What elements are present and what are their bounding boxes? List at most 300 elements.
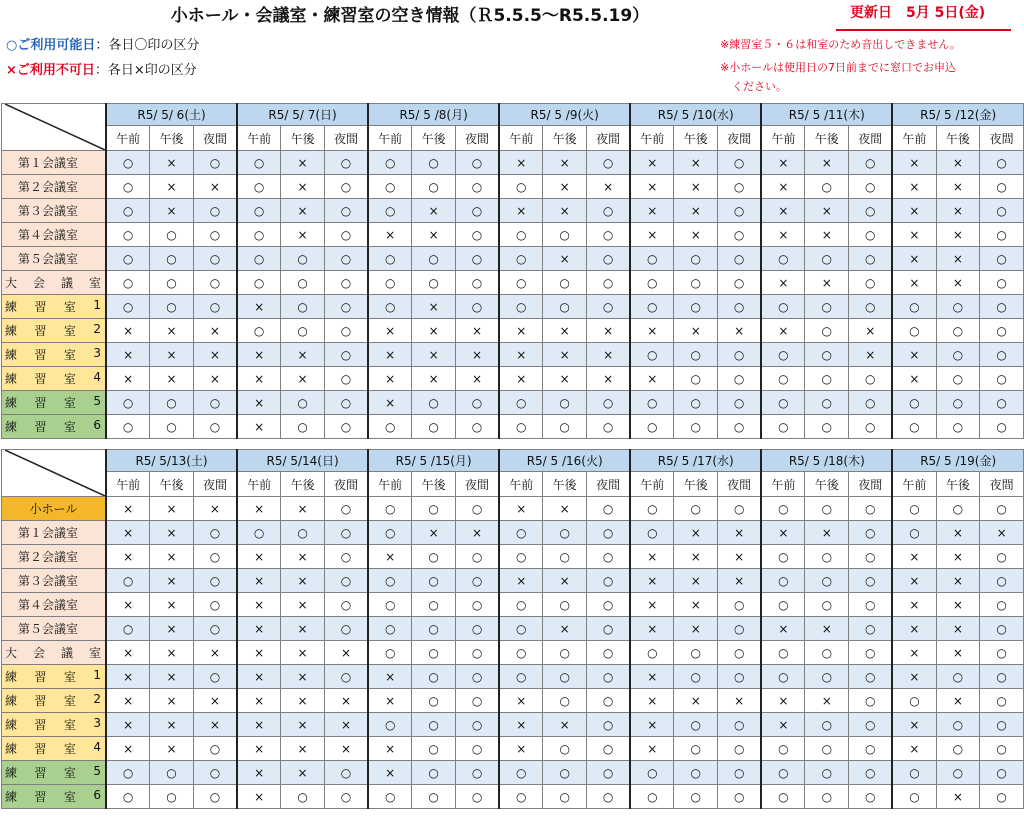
available-mark: ○	[193, 665, 237, 689]
unavailable-mark: ×	[237, 785, 281, 809]
available-mark: ○	[455, 689, 499, 713]
available-mark: ○	[980, 247, 1024, 271]
slot-header: 午前	[499, 126, 543, 151]
available-mark: ○	[761, 295, 805, 319]
table-row	[2, 175, 1024, 199]
unavailable-mark: ×	[674, 151, 718, 175]
available-mark: ○	[587, 785, 631, 809]
unavailable-mark: ×	[237, 415, 281, 439]
unavailable-mark: ×	[936, 641, 980, 665]
unavailable-mark: ×	[150, 343, 194, 367]
slot-header: 午前	[237, 126, 281, 151]
available-mark: ○	[805, 319, 849, 343]
unavailable-mark: ×	[805, 223, 849, 247]
available-mark: ○	[587, 713, 631, 737]
available-mark: ○	[499, 785, 543, 809]
unavailable-mark: ×	[237, 617, 281, 641]
available-mark: ○	[499, 521, 543, 545]
available-mark: ○	[936, 343, 980, 367]
slot-header: 午後	[150, 126, 194, 151]
available-mark: ○	[892, 521, 936, 545]
note-small-hall-cont: ください。	[732, 80, 787, 93]
room-label: 練 習 室 1	[2, 295, 107, 319]
available-mark: ○	[412, 785, 456, 809]
available-mark: ○	[324, 175, 368, 199]
available-mark: ○	[892, 415, 936, 439]
unavailable-mark: ×	[106, 713, 150, 737]
available-mark: ○	[324, 271, 368, 295]
slot-header: 夜間	[455, 126, 499, 151]
table-row	[2, 415, 1024, 439]
legend-unavailable-mark: ×ご利用不可日	[6, 63, 95, 78]
unavailable-mark: ×	[150, 545, 194, 569]
unavailable-mark: ×	[892, 641, 936, 665]
available-mark: ○	[761, 593, 805, 617]
unavailable-mark: ×	[936, 521, 980, 545]
available-mark: ○	[455, 785, 499, 809]
available-mark: ○	[412, 593, 456, 617]
available-mark: ○	[892, 295, 936, 319]
unavailable-mark: ×	[674, 545, 718, 569]
slot-header: 夜間	[587, 472, 631, 497]
table-row	[2, 271, 1024, 295]
unavailable-mark: ×	[587, 367, 631, 391]
unavailable-mark: ×	[150, 497, 194, 521]
room-label: 第２会議室	[2, 545, 107, 569]
available-mark: ○	[193, 617, 237, 641]
available-mark: ○	[106, 785, 150, 809]
unavailable-mark: ×	[630, 175, 674, 199]
unavailable-mark: ×	[193, 497, 237, 521]
unavailable-mark: ×	[368, 319, 412, 343]
slot-header: 午後	[936, 472, 980, 497]
available-mark: ○	[499, 641, 543, 665]
available-mark: ○	[587, 761, 631, 785]
available-mark: ○	[412, 665, 456, 689]
unavailable-mark: ×	[193, 343, 237, 367]
unavailable-mark: ×	[587, 343, 631, 367]
room-label: 第４会議室	[2, 223, 107, 247]
unavailable-mark: ×	[368, 223, 412, 247]
available-mark: ○	[892, 391, 936, 415]
available-mark: ○	[761, 497, 805, 521]
available-mark: ○	[193, 271, 237, 295]
available-mark: ○	[980, 343, 1024, 367]
slot-header: 夜間	[849, 472, 893, 497]
unavailable-mark: ×	[630, 665, 674, 689]
unavailable-mark: ×	[368, 689, 412, 713]
unavailable-mark: ×	[849, 319, 893, 343]
available-mark: ○	[368, 151, 412, 175]
available-mark: ○	[412, 569, 456, 593]
unavailable-mark: ×	[499, 343, 543, 367]
available-mark: ○	[455, 223, 499, 247]
available-mark: ○	[455, 737, 499, 761]
table-row	[2, 521, 1024, 545]
available-mark: ○	[805, 247, 849, 271]
unavailable-mark: ×	[936, 199, 980, 223]
available-mark: ○	[106, 617, 150, 641]
room-label: 第５会議室	[2, 617, 107, 641]
available-mark: ○	[324, 151, 368, 175]
unavailable-mark: ×	[805, 199, 849, 223]
available-mark: ○	[587, 593, 631, 617]
available-mark: ○	[718, 713, 762, 737]
available-mark: ○	[368, 617, 412, 641]
slot-header: 夜間	[718, 472, 762, 497]
available-mark: ○	[849, 391, 893, 415]
unavailable-mark: ×	[892, 737, 936, 761]
available-mark: ○	[761, 545, 805, 569]
unavailable-mark: ×	[543, 247, 587, 271]
slot-header: 午前	[106, 472, 150, 497]
unavailable-mark: ×	[499, 497, 543, 521]
unavailable-mark: ×	[412, 521, 456, 545]
available-mark: ○	[281, 247, 325, 271]
available-mark: ○	[805, 497, 849, 521]
available-mark: ○	[761, 391, 805, 415]
unavailable-mark: ×	[892, 593, 936, 617]
unavailable-mark: ×	[630, 223, 674, 247]
legend-available	[6, 34, 199, 53]
table-row	[2, 247, 1024, 271]
available-mark: ○	[761, 761, 805, 785]
unavailable-mark: ×	[936, 151, 980, 175]
available-mark: ○	[849, 569, 893, 593]
unavailable-mark: ×	[106, 689, 150, 713]
available-mark: ○	[805, 593, 849, 617]
unavailable-mark: ×	[674, 593, 718, 617]
available-mark: ○	[718, 343, 762, 367]
slot-header: 午前	[368, 126, 412, 151]
available-mark: ○	[980, 319, 1024, 343]
available-mark: ○	[106, 761, 150, 785]
unavailable-mark: ×	[761, 271, 805, 295]
unavailable-mark: ×	[368, 737, 412, 761]
unavailable-mark: ×	[761, 223, 805, 247]
slot-header: 夜間	[718, 126, 762, 151]
unavailable-mark: ×	[237, 689, 281, 713]
table-row	[2, 223, 1024, 247]
available-mark: ○	[150, 391, 194, 415]
unavailable-mark: ×	[324, 641, 368, 665]
unavailable-mark: ×	[150, 641, 194, 665]
unavailable-mark: ×	[324, 737, 368, 761]
unavailable-mark: ×	[237, 367, 281, 391]
available-mark: ○	[324, 521, 368, 545]
available-mark: ○	[281, 295, 325, 319]
slot-header: 午前	[892, 472, 936, 497]
unavailable-mark: ×	[106, 545, 150, 569]
unavailable-mark: ×	[324, 689, 368, 713]
unavailable-mark: ×	[936, 247, 980, 271]
unavailable-mark: ×	[193, 689, 237, 713]
room-label: 第２会議室	[2, 175, 107, 199]
available-mark: ○	[281, 391, 325, 415]
unavailable-mark: ×	[281, 343, 325, 367]
unavailable-mark: ×	[281, 689, 325, 713]
room-label: 練 習 室 1	[2, 665, 107, 689]
unavailable-mark: ×	[368, 367, 412, 391]
available-mark: ○	[324, 319, 368, 343]
table-corner	[2, 450, 107, 497]
available-mark: ○	[718, 391, 762, 415]
available-mark: ○	[980, 367, 1024, 391]
unavailable-mark: ×	[718, 319, 762, 343]
available-mark: ○	[674, 391, 718, 415]
unavailable-mark: ×	[281, 367, 325, 391]
unavailable-mark: ×	[499, 689, 543, 713]
available-mark: ○	[674, 415, 718, 439]
available-mark: ○	[543, 665, 587, 689]
unavailable-mark: ×	[281, 223, 325, 247]
table-row	[2, 761, 1024, 785]
legend-unavailable-text: ：各日×印の区分	[94, 63, 197, 78]
available-mark: ○	[368, 521, 412, 545]
available-mark: ○	[718, 415, 762, 439]
unavailable-mark: ×	[455, 319, 499, 343]
available-mark: ○	[368, 415, 412, 439]
available-mark: ○	[674, 295, 718, 319]
available-mark: ○	[499, 295, 543, 319]
unavailable-mark: ×	[718, 569, 762, 593]
unavailable-mark: ×	[368, 545, 412, 569]
available-mark: ○	[412, 415, 456, 439]
room-label: 練 習 室 4	[2, 367, 107, 391]
unavailable-mark: ×	[936, 223, 980, 247]
available-mark: ○	[324, 569, 368, 593]
slot-header: 午前	[368, 472, 412, 497]
unavailable-mark: ×	[936, 593, 980, 617]
unavailable-mark: ×	[630, 737, 674, 761]
available-mark: ○	[324, 199, 368, 223]
available-mark: ○	[980, 497, 1024, 521]
available-mark: ○	[412, 271, 456, 295]
available-mark: ○	[674, 497, 718, 521]
unavailable-mark: ×	[630, 367, 674, 391]
unavailable-mark: ×	[281, 641, 325, 665]
available-mark: ○	[237, 199, 281, 223]
room-label: 練 習 室 2	[2, 689, 107, 713]
available-mark: ○	[761, 665, 805, 689]
available-mark: ○	[630, 391, 674, 415]
unavailable-mark: ×	[499, 367, 543, 391]
available-mark: ○	[718, 761, 762, 785]
unavailable-mark: ×	[630, 199, 674, 223]
available-mark: ○	[106, 223, 150, 247]
available-mark: ○	[499, 271, 543, 295]
date-header: R5/ 5/13(土)	[106, 450, 237, 472]
available-mark: ○	[412, 497, 456, 521]
date-header: R5/ 5 /18(木)	[761, 450, 892, 472]
available-mark: ○	[543, 593, 587, 617]
available-mark: ○	[849, 415, 893, 439]
available-mark: ○	[455, 271, 499, 295]
available-mark: ○	[936, 319, 980, 343]
available-mark: ○	[499, 391, 543, 415]
date-header: R5/ 5/14(日)	[237, 450, 368, 472]
unavailable-mark: ×	[674, 617, 718, 641]
available-mark: ○	[936, 713, 980, 737]
room-label: 第５会議室	[2, 247, 107, 271]
available-mark: ○	[281, 319, 325, 343]
available-mark: ○	[674, 343, 718, 367]
available-mark: ○	[455, 569, 499, 593]
unavailable-mark: ×	[193, 319, 237, 343]
unavailable-mark: ×	[106, 593, 150, 617]
slot-header: 午前	[892, 126, 936, 151]
table-row	[2, 151, 1024, 175]
available-mark: ○	[193, 737, 237, 761]
available-mark: ○	[543, 415, 587, 439]
room-label: 練 習 室 6	[2, 415, 107, 439]
available-mark: ○	[805, 295, 849, 319]
unavailable-mark: ×	[499, 319, 543, 343]
slot-header: 午後	[543, 472, 587, 497]
available-mark: ○	[106, 199, 150, 223]
available-mark: ○	[412, 545, 456, 569]
unavailable-mark: ×	[237, 343, 281, 367]
available-mark: ○	[980, 271, 1024, 295]
available-mark: ○	[674, 785, 718, 809]
unavailable-mark: ×	[281, 665, 325, 689]
unavailable-mark: ×	[237, 593, 281, 617]
unavailable-mark: ×	[368, 761, 412, 785]
available-mark: ○	[980, 617, 1024, 641]
unavailable-mark: ×	[805, 271, 849, 295]
available-mark: ○	[630, 271, 674, 295]
available-mark: ○	[106, 247, 150, 271]
available-mark: ○	[980, 295, 1024, 319]
available-mark: ○	[106, 295, 150, 319]
table-row	[2, 785, 1024, 809]
available-mark: ○	[455, 415, 499, 439]
available-mark: ○	[849, 593, 893, 617]
available-mark: ○	[368, 785, 412, 809]
available-mark: ○	[630, 761, 674, 785]
available-mark: ○	[849, 713, 893, 737]
available-mark: ○	[805, 665, 849, 689]
note-small-hall: ※小ホールは使用日の7日前までに窓口でお申込	[720, 61, 956, 74]
available-mark: ○	[455, 295, 499, 319]
available-mark: ○	[106, 415, 150, 439]
unavailable-mark: ×	[543, 151, 587, 175]
slot-header: 夜間	[980, 472, 1024, 497]
slot-header: 夜間	[324, 472, 368, 497]
available-mark: ○	[499, 545, 543, 569]
slot-header: 午前	[761, 126, 805, 151]
available-mark: ○	[499, 175, 543, 199]
unavailable-mark: ×	[193, 713, 237, 737]
unavailable-mark: ×	[761, 617, 805, 641]
available-mark: ○	[587, 737, 631, 761]
unavailable-mark: ×	[936, 271, 980, 295]
unavailable-mark: ×	[150, 199, 194, 223]
available-mark: ○	[237, 319, 281, 343]
unavailable-mark: ×	[455, 521, 499, 545]
unavailable-mark: ×	[543, 617, 587, 641]
unavailable-mark: ×	[150, 665, 194, 689]
unavailable-mark: ×	[630, 593, 674, 617]
available-mark: ○	[412, 713, 456, 737]
available-mark: ○	[936, 737, 980, 761]
available-mark: ○	[892, 761, 936, 785]
updated-underline	[836, 29, 1011, 31]
table-row	[2, 737, 1024, 761]
unavailable-mark: ×	[543, 569, 587, 593]
available-mark: ○	[849, 367, 893, 391]
available-mark: ○	[805, 737, 849, 761]
available-mark: ○	[237, 271, 281, 295]
available-mark: ○	[718, 271, 762, 295]
unavailable-mark: ×	[150, 737, 194, 761]
available-mark: ○	[805, 761, 849, 785]
unavailable-mark: ×	[718, 521, 762, 545]
date-header: R5/ 5/ 6(土)	[106, 104, 237, 126]
available-mark: ○	[718, 247, 762, 271]
available-mark: ○	[150, 415, 194, 439]
available-mark: ○	[587, 391, 631, 415]
unavailable-mark: ×	[630, 569, 674, 593]
unavailable-mark: ×	[106, 641, 150, 665]
available-mark: ○	[718, 175, 762, 199]
unavailable-mark: ×	[892, 343, 936, 367]
unavailable-mark: ×	[849, 343, 893, 367]
available-mark: ○	[718, 593, 762, 617]
unavailable-mark: ×	[106, 665, 150, 689]
unavailable-mark: ×	[368, 391, 412, 415]
unavailable-mark: ×	[193, 367, 237, 391]
available-mark: ○	[324, 785, 368, 809]
unavailable-mark: ×	[761, 713, 805, 737]
available-mark: ○	[150, 761, 194, 785]
unavailable-mark: ×	[106, 367, 150, 391]
available-mark: ○	[412, 391, 456, 415]
table-row	[2, 367, 1024, 391]
available-mark: ○	[324, 665, 368, 689]
available-mark: ○	[324, 223, 368, 247]
legend-available-mark: ○ご利用可能日	[6, 38, 96, 53]
date-header: R5/ 5 /8(月)	[368, 104, 499, 126]
available-mark: ○	[980, 689, 1024, 713]
available-mark: ○	[630, 415, 674, 439]
available-mark: ○	[761, 785, 805, 809]
unavailable-mark: ×	[237, 569, 281, 593]
unavailable-mark: ×	[892, 247, 936, 271]
available-mark: ○	[805, 343, 849, 367]
available-mark: ○	[455, 247, 499, 271]
available-mark: ○	[193, 415, 237, 439]
unavailable-mark: ×	[499, 737, 543, 761]
slot-header: 午前	[630, 126, 674, 151]
available-mark: ○	[587, 617, 631, 641]
unavailable-mark: ×	[892, 665, 936, 689]
available-mark: ○	[368, 569, 412, 593]
available-mark: ○	[412, 689, 456, 713]
slot-header: 午後	[412, 472, 456, 497]
room-label: 第３会議室	[2, 199, 107, 223]
available-mark: ○	[412, 641, 456, 665]
legend-available-text: ：各日〇印の区分	[95, 38, 200, 53]
slot-header: 夜間	[849, 126, 893, 151]
available-mark: ○	[980, 761, 1024, 785]
available-mark: ○	[106, 175, 150, 199]
date-header: R5/ 5 /10(水)	[630, 104, 761, 126]
room-label: 大 会 議 室	[2, 271, 107, 295]
available-mark: ○	[106, 569, 150, 593]
available-mark: ○	[805, 785, 849, 809]
available-mark: ○	[324, 617, 368, 641]
